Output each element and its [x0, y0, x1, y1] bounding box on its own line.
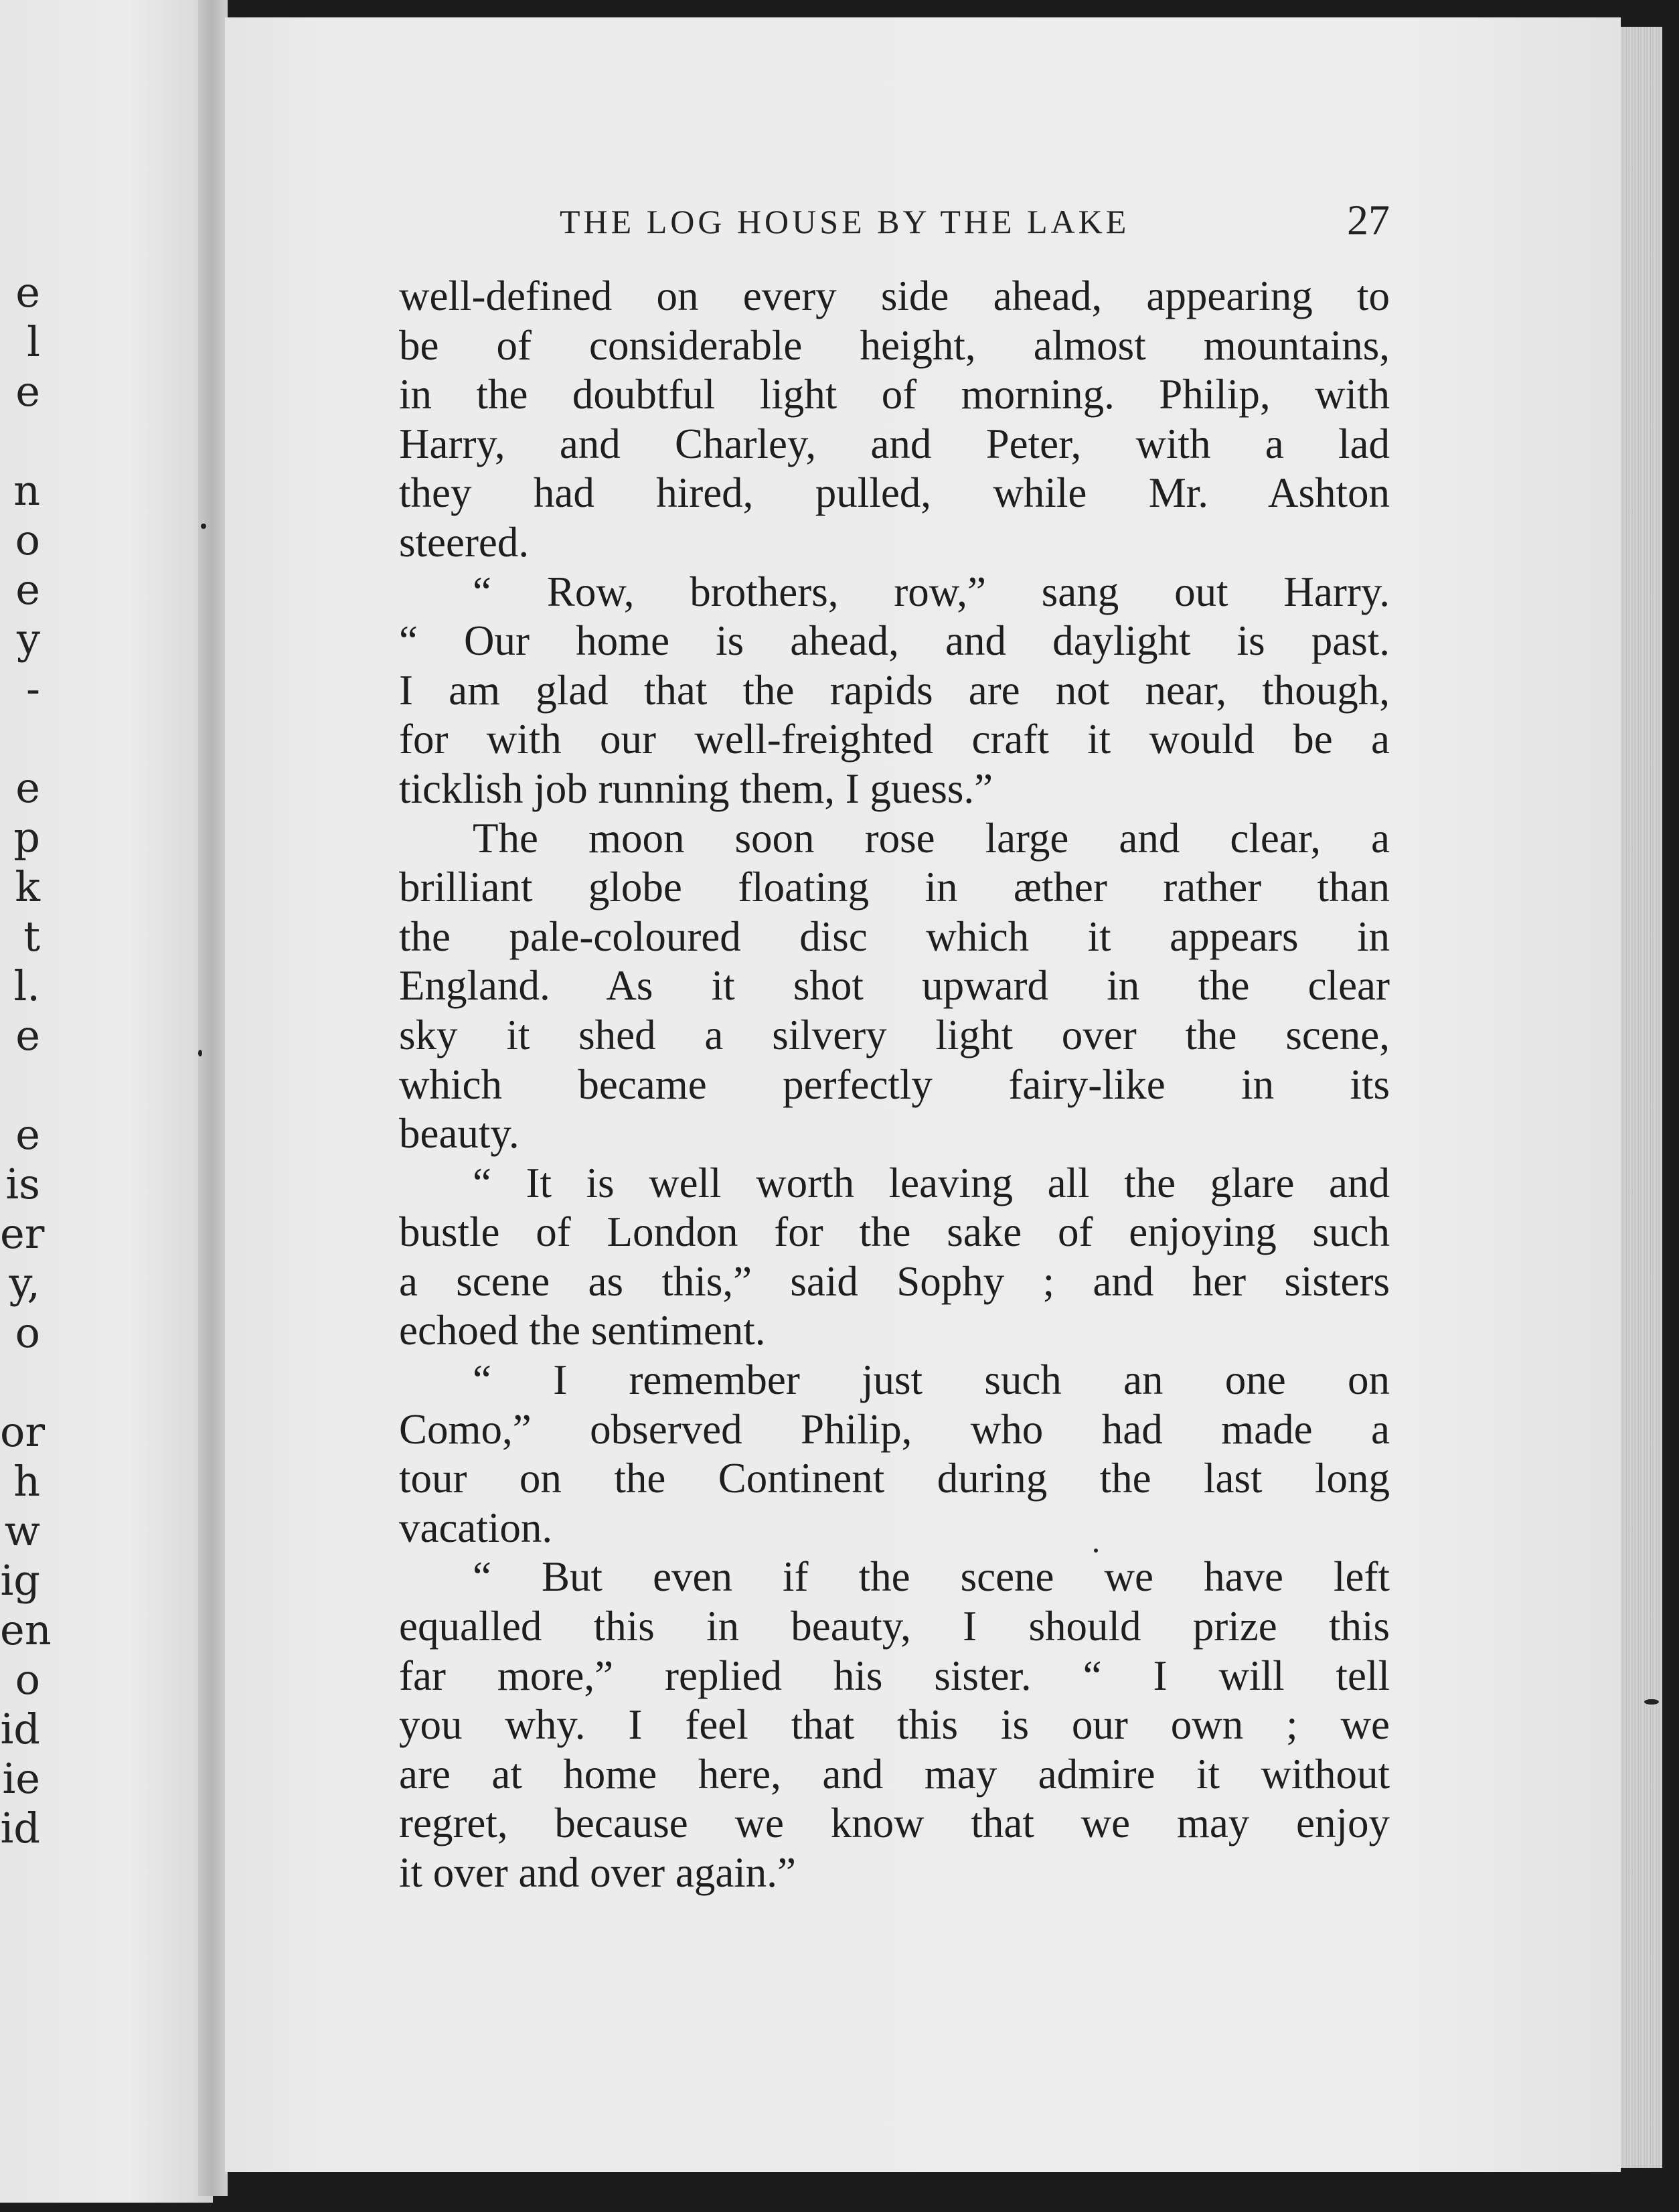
left-page-fragment — [0, 1060, 54, 1110]
text-line: a scene as this,” said Sophy ; and her sisters — [399, 1257, 1390, 1305]
text-line: England. As it shot upward in the clear — [399, 962, 1390, 1010]
left-page-fragment: e — [15, 763, 40, 812]
left-page-fragment: is — [5, 1160, 40, 1208]
left-page-fragment: o — [15, 1308, 40, 1357]
text-line: vacation. — [399, 1504, 553, 1551]
page-edge-stack — [1621, 27, 1662, 2168]
left-page-fragment: e — [15, 1110, 40, 1159]
left-page-fragment: e — [15, 565, 40, 614]
left-page-fragment: o — [15, 1655, 40, 1704]
dust-speck — [1644, 1699, 1659, 1705]
left-page-fragment: p — [13, 813, 40, 862]
text-line: beauty. — [399, 1110, 519, 1158]
text-line: they had hired, pulled, while Mr. Ashton — [399, 469, 1390, 517]
text-line: The moon soon rose large and clear, a — [473, 814, 1390, 862]
left-page-fragment: t — [23, 912, 40, 961]
body-text — [399, 272, 1390, 1898]
book-gutter — [198, 0, 228, 2196]
facing-page-left — [0, 0, 213, 2203]
left-page-fragment — [0, 416, 54, 466]
text-line: bustle of London for the sake of enjoying such — [399, 1208, 1390, 1256]
text-line: echoed the sentiment. — [399, 1307, 766, 1354]
text-line: you why. I feel that this is our own ; we — [399, 1701, 1390, 1749]
left-page-fragment: l. — [13, 961, 40, 1010]
left-page-fragment: ie — [2, 1754, 40, 1803]
left-page-fragment: or — [0, 1407, 45, 1456]
dust-speck — [1094, 1549, 1098, 1553]
text-line: regret, because we know that we may enjoy — [399, 1800, 1390, 1847]
text-line: be of considerable height, almost mountains, — [399, 321, 1390, 369]
text-line: ticklish job running them, I guess.” — [399, 765, 993, 812]
left-page-fragment: e — [15, 1011, 40, 1060]
left-page-fragment: y, — [9, 1259, 40, 1308]
text-line: “ I remember just such an one on — [473, 1356, 1390, 1404]
left-page-fragment: y — [16, 615, 40, 663]
left-page-fragment: ig — [0, 1556, 40, 1605]
left-page-fragment: - — [26, 664, 40, 713]
text-line: are at home here, and may admire it without — [399, 1750, 1390, 1798]
text-line: tour on the Continent during the last long — [399, 1455, 1390, 1502]
text-line: it over and over again.” — [399, 1849, 796, 1896]
text-line: “ But even if the scene we have left — [473, 1553, 1390, 1601]
running-title: THE LOG HOUSE BY THE LAKE — [560, 203, 1130, 240]
left-page-fragment: n — [13, 466, 40, 515]
text-line: I am glad that the rapids are not near, though, — [399, 666, 1390, 714]
left-page-fragment: w — [4, 1506, 40, 1555]
left-page-fragment: er — [0, 1209, 45, 1258]
text-line: sky it shed a silvery light over the scene, — [399, 1011, 1390, 1058]
left-page-fragment: e — [15, 268, 40, 317]
running-head — [560, 195, 1390, 256]
left-page-fragment: l — [27, 317, 40, 366]
left-page-text-fragments — [0, 268, 54, 1853]
left-page-fragment: e — [15, 367, 40, 416]
dust-speck — [201, 524, 206, 529]
text-line: far more,” replied his sister. “ I will tell — [399, 1652, 1390, 1699]
left-page-fragment: id — [0, 1705, 40, 1753]
text-line: well-defined on every side ahead, appearing to — [399, 272, 1390, 319]
text-line: the pale-coloured disc which it appears in — [399, 913, 1390, 960]
text-line: brilliant globe floating in æther rather than — [399, 864, 1390, 911]
left-page-fragment — [0, 1358, 54, 1407]
left-page-fragment — [0, 714, 54, 763]
dust-speck — [198, 1050, 202, 1056]
text-line: equalled this in beauty, I should prize this — [399, 1603, 1390, 1650]
text-line: “ Row, brothers, row,” sang out Harry. — [473, 568, 1390, 615]
left-page-fragment: en — [0, 1605, 52, 1654]
text-line: for with our well-freighted craft it would be a — [399, 716, 1390, 763]
text-line: in the doubtful light of morning. Philip, with — [399, 371, 1390, 418]
left-page-fragment: o — [15, 516, 40, 564]
text-line: “ It is well worth leaving all the glare and — [473, 1159, 1390, 1206]
left-page-fragment: id — [0, 1804, 40, 1852]
text-line: “ Our home is ahead, and daylight is past. — [399, 617, 1390, 665]
text-line: steered. — [399, 518, 530, 566]
text-line: which became perfectly fairy-like in its — [399, 1060, 1390, 1108]
text-line: Como,” observed Philip, who had made a — [399, 1405, 1390, 1453]
left-page-fragment: h — [13, 1457, 40, 1506]
page-number: 27 — [1347, 196, 1390, 244]
left-page-fragment: k — [15, 862, 40, 911]
text-line: Harry, and Charley, and Peter, with a lad — [399, 420, 1390, 467]
